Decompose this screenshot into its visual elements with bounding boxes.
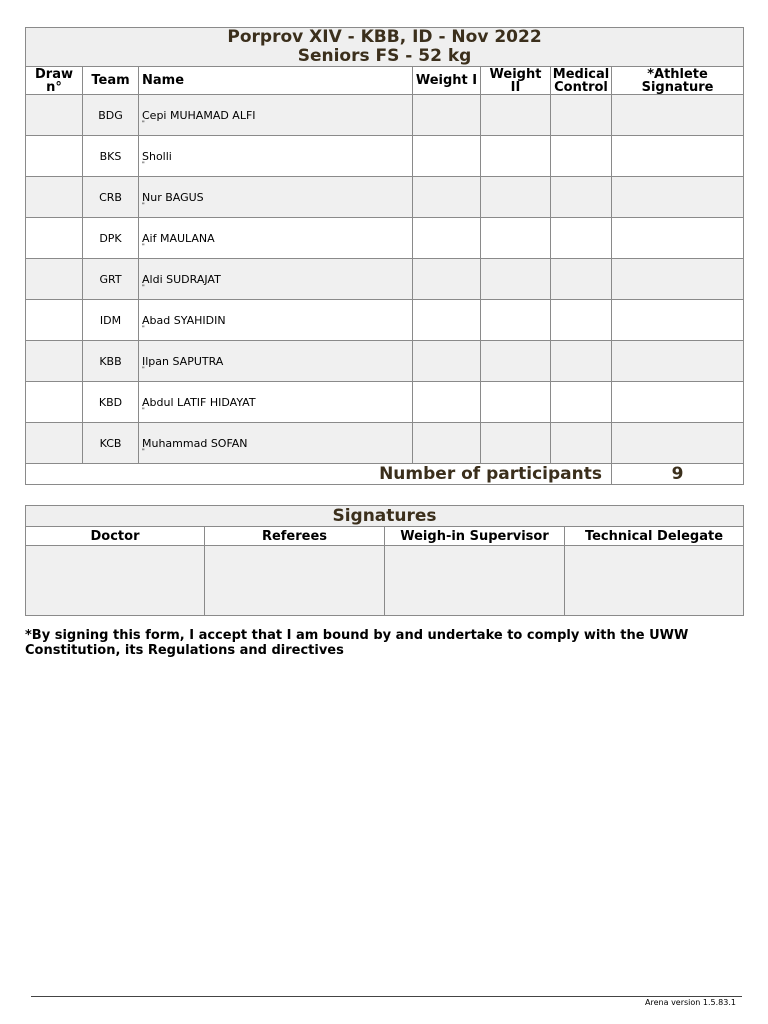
team-code: KBD [83, 382, 139, 423]
col-weight-2: Weight II [481, 67, 551, 95]
team-code: GRT [83, 259, 139, 300]
athlete-name: Aldi SUDRAJAT " [139, 259, 413, 300]
team-code: IDM [83, 300, 139, 341]
weight-1-cell[interactable] [413, 259, 481, 300]
name-mark: " [142, 325, 145, 332]
weight-2-cell[interactable] [481, 95, 551, 136]
medical-control-cell[interactable] [551, 95, 612, 136]
draw-cell[interactable] [26, 136, 83, 177]
weight-1-cell[interactable] [413, 382, 481, 423]
participants-row [26, 464, 744, 485]
draw-cell[interactable] [26, 382, 83, 423]
name-mark: " [142, 448, 145, 455]
signature-box-doctor[interactable] [26, 546, 205, 616]
table-row [26, 95, 744, 136]
table-row [26, 218, 744, 259]
column-headers [26, 67, 744, 95]
weight-1-cell[interactable] [413, 423, 481, 464]
team-code: KCB [83, 423, 139, 464]
draw-cell[interactable] [26, 177, 83, 218]
medical-control-cell[interactable] [551, 341, 612, 382]
name-mark: " [142, 366, 145, 373]
team-code: BKS [83, 136, 139, 177]
footer-divider [31, 996, 742, 997]
col-medical-control: Medical Control [551, 67, 612, 95]
weight-2-cell[interactable] [481, 423, 551, 464]
athlete-name: Muhammad SOFAN " [139, 423, 413, 464]
participants-label: Number of participants [26, 464, 612, 485]
weight-2-cell[interactable] [481, 259, 551, 300]
table-row [26, 341, 744, 382]
col-draw: Draw n° [26, 67, 83, 95]
draw-cell[interactable] [26, 423, 83, 464]
medical-control-cell[interactable] [551, 218, 612, 259]
col-weight-1: Weight I [413, 67, 481, 95]
signature-doctor-label: Doctor [26, 527, 205, 546]
name-mark: " [142, 202, 145, 209]
col-name: Name [139, 67, 413, 95]
weight-2-cell[interactable] [481, 382, 551, 423]
weight-2-cell[interactable] [481, 177, 551, 218]
weight-2-cell[interactable] [481, 341, 551, 382]
athlete-signature-cell[interactable] [612, 95, 744, 136]
name-mark: " [142, 284, 145, 291]
athlete-signature-cell[interactable] [612, 259, 744, 300]
medical-control-cell[interactable] [551, 259, 612, 300]
athlete-name: Abdul LATIF HIDAYAT " [139, 382, 413, 423]
signature-box-technical-delegate[interactable] [565, 546, 744, 616]
table-row [26, 259, 744, 300]
weight-2-cell[interactable] [481, 300, 551, 341]
draw-cell[interactable] [26, 341, 83, 382]
form-title [26, 28, 744, 67]
signatures-table [25, 505, 744, 616]
signature-weighin-supervisor-label: Weigh-in Supervisor [385, 527, 565, 546]
disclaimer-text: *By signing this form, I accept that I am bound by and undertake to comply with the UWW Constitution, its Regulations and directives [25, 628, 689, 658]
weight-2-cell[interactable] [481, 136, 551, 177]
participants-count: 9 [612, 464, 744, 485]
draw-cell[interactable] [26, 300, 83, 341]
team-code: KBB [83, 341, 139, 382]
draw-cell[interactable] [26, 259, 83, 300]
col-team: Team [83, 67, 139, 95]
name-mark: " [142, 161, 145, 168]
athlete-signature-cell[interactable] [612, 177, 744, 218]
athlete-name: Sholli " [139, 136, 413, 177]
category-title: Seniors FS - 52 kg [297, 46, 472, 66]
weigh-in-table [25, 27, 744, 485]
draw-cell[interactable] [26, 218, 83, 259]
team-code: CRB [83, 177, 139, 218]
athlete-name: Nur BAGUS " [139, 177, 413, 218]
weight-2-cell[interactable] [481, 218, 551, 259]
athlete-signature-cell[interactable] [612, 382, 744, 423]
medical-control-cell[interactable] [551, 177, 612, 218]
weight-1-cell[interactable] [413, 177, 481, 218]
weight-1-cell[interactable] [413, 136, 481, 177]
table-row [26, 136, 744, 177]
table-row [26, 300, 744, 341]
draw-cell[interactable] [26, 95, 83, 136]
athlete-signature-cell[interactable] [612, 300, 744, 341]
athlete-signature-cell[interactable] [612, 423, 744, 464]
signature-box-weighin-supervisor[interactable] [385, 546, 565, 616]
athlete-name: Cepi MUHAMAD ALFI " [139, 95, 413, 136]
weight-1-cell[interactable] [413, 300, 481, 341]
name-mark: " [142, 243, 145, 250]
arena-version: Arena version 1.5.83.1 [645, 998, 736, 1007]
weight-1-cell[interactable] [413, 95, 481, 136]
team-code: DPK [83, 218, 139, 259]
medical-control-cell[interactable] [551, 136, 612, 177]
medical-control-cell[interactable] [551, 300, 612, 341]
team-code: BDG [83, 95, 139, 136]
athlete-name: Ilpan SAPUTRA " [139, 341, 413, 382]
medical-control-cell[interactable] [551, 382, 612, 423]
signature-technical-delegate-label: Technical Delegate [565, 527, 744, 546]
athlete-signature-cell[interactable] [612, 341, 744, 382]
weight-1-cell[interactable] [413, 341, 481, 382]
athlete-signature-cell[interactable] [612, 136, 744, 177]
table-row [26, 382, 744, 423]
col-athlete-signature: *Athlete Signature [612, 67, 744, 95]
athlete-signature-cell[interactable] [612, 218, 744, 259]
signatures-title: Signatures [26, 506, 744, 527]
name-mark: " [142, 407, 145, 414]
name-mark: " [142, 120, 145, 127]
signature-box-referees[interactable] [205, 546, 385, 616]
medical-control-cell[interactable] [551, 423, 612, 464]
table-row [26, 423, 744, 464]
athlete-name: Abad SYAHIDIN " [139, 300, 413, 341]
event-title: Porprov XIV - KBB, ID - Nov 2022 [227, 27, 542, 47]
weight-1-cell[interactable] [413, 218, 481, 259]
signature-referees-label: Referees [205, 527, 385, 546]
table-row [26, 177, 744, 218]
athlete-name: Aif MAULANA " [139, 218, 413, 259]
